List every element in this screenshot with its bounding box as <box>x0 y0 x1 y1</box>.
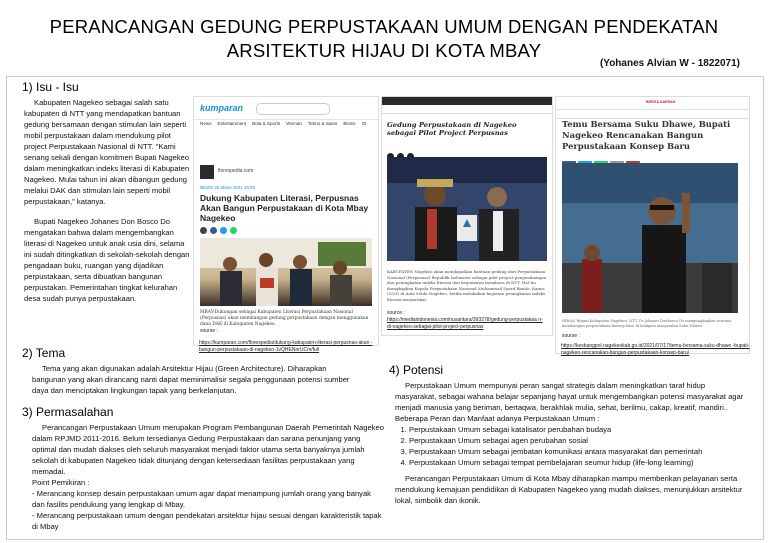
section-heading-permasalahan: 3) Permasalahan <box>22 405 114 419</box>
list-item: 1. Perpustakaan Umum sebagai katalisator perubahan budaya <box>409 424 747 435</box>
isu-paragraph-2: Bupati Nagekeo Johanes Don Bosco Do mengatakan bahwa dalam mengembangkan literasi di Nagekeo untuk anak usia dini, selama ini sudah ditingkatkan di sekolah-sekolah dengan pengadaan buku, ruangan yang dijadikan perpustakaan, serta dibuatkan bangunan perpustakan. Pemerintahan tingkat kelurahan desa sudah punya perpustakaan. <box>24 217 190 303</box>
article3-headline: Temu Bersama Suku Dhawe, Bupati Nagekeo Rencanakan Bangun Perpustakaan Konsep Baru <box>562 119 731 151</box>
article3-photo <box>562 163 738 313</box>
twitter-icon <box>220 227 227 234</box>
article2-body: KABUPATEN Nagekeo akan mendapatkan bantuan gedung dari Perpustakaan Nasional (Perpusnas) Republik Indonesia sebagai pilot project pengembangan dan peningkatan indeks literasi dan kegemaran membaca di NTT. Hal itu diungkapkan Kepala Perpustakaan Nasional Muhammad Syarif Bando, Kamis (25/3) di Aula Setda Nagekeo, ketika melakukan kegiatan peningkatan indeks literasi masyarakat. <box>387 269 547 302</box>
article-screenshot-kumparan <box>193 96 379 346</box>
section-heading-potensi: 4) Potensi <box>389 363 444 377</box>
article3-source: sourse : <box>562 333 580 339</box>
kumparan-logo: kumparan <box>200 103 244 113</box>
isu-text <box>24 97 194 304</box>
list-item: 3. Perpustakaan Umum sebagai jembatan komunikasi antara masyarakat dan pemerintah <box>409 446 747 457</box>
article1-source: sourse : <box>200 328 218 334</box>
list-item: - Merancang konsep desain perpustakaan umum agar dapat menampung jumlah orang yang banyak dan fasilits pendukung yang lengkap di Mbay. <box>32 488 384 510</box>
article3-breadcrumb <box>556 110 749 119</box>
search-input <box>256 103 330 115</box>
article2-topbar <box>382 97 552 105</box>
article2-headline: Gedung Perpustakaan di Nagekeo sebagai Pilot Project Perpusnas <box>387 121 517 137</box>
list-item: - Merancang perpustakaan umum dengan pendekatan arsitektur hijau sesuai dengan karakteristik tapak di Mbay <box>32 510 384 532</box>
article2-photo <box>387 157 547 261</box>
section-heading-tema: 2) Tema <box>22 346 66 360</box>
tema-paragraph: Tema yang akan digunakan adalah Arsitektur Hijau (Green Architecture). Diharapkan bangunan yang akan dirancang nanti dapat meminimalisir segala penggunaan potensi sumber daya dan menciptakan lingkungan tapak yang berkelanjutan. <box>32 364 350 395</box>
article1-caption: MBAY-Dukungan sebagai Kabupaten Literasi Perpustakaan Nasional (Perpusnas) akan membangun gedung perpustakaan dengan menggunakan dana DAK di Kabupaten Nagekeo. <box>200 310 369 327</box>
section-heading-isu: 1) Isu - Isu <box>22 80 79 94</box>
article1-subnav <box>194 133 378 141</box>
author-credit: (Yohanes Alvian W - 1822071) <box>599 58 740 69</box>
share-icon <box>200 227 207 234</box>
article2-nav <box>382 105 552 114</box>
article-screenshot-mediaindonesia <box>381 96 553 336</box>
article1-dateline: NEWS 25 Maret 2021 18:09 <box>200 185 255 190</box>
article3-label: BERITA DAERAH <box>646 100 676 104</box>
page-title-line-2: ARSITEKTUR HIJAU DI KOTA MBAY <box>226 40 542 61</box>
article-screenshot-kesbangpol <box>555 96 750 354</box>
potensi-list-label: Beberapa Peran dan Manfaat adanya Perpustakaan Umum : <box>395 414 600 423</box>
permasalahan-text <box>32 422 384 532</box>
article1-photo <box>200 238 372 306</box>
potensi-text <box>395 380 747 506</box>
potensi-paragraph-2: Perancangan Perpustakaan Umum di Kota Mbay diharapkan mampu memberikan pelayanan serta mendukung kemajuan pendidikan di Kabupaten Nagekeo yang mudah diakses, menunjukkan arsitektur lokal, simbolik dan ikonik. <box>395 474 743 505</box>
list-item: 2. Perpustakaan Umum sebagai agen perubahan sosial <box>409 435 747 446</box>
article1-nav: News Entertainment Bola & Sports Woman Tekno & Sains Bisnis Ot <box>200 121 367 126</box>
publisher-name: florespedia.com <box>218 168 254 174</box>
facebook-icon <box>210 227 217 234</box>
publisher-avatar <box>200 165 214 179</box>
article2-source: source : https://mediaindonesia.com/nusantara/393278/gedung-perpustakaa n-di-nagekeo-sebagai-pilot-project-perpusnas <box>387 310 543 330</box>
article3-source-url: https://kesbangpol.nagekeokab.go.id/2021/07/17/temu-bersama-suku-dhawe -bupati-nagekeo-rencanakan-bangun-perpustakaan-konsep-baru/ <box>561 343 750 356</box>
article3-caption: HIBAS/ Bupati Kabupaten Nagekeo, NTT, Dr Johanes Donbosco Do mengungkapkan rencana membangun perpustakaan konsep baru di hadapan masyarakat Suku Dhawe. <box>562 319 732 328</box>
permasalahan-paragraph: Perancangan Perpustakaan Umum merupakan Program Pembangunan Daerah Pemerintah Nagekeo dalam RPJMD 2011-2016. Belum tersedianya Gedung Perpustakaan dan sarana penunjang yang optimal dan mudah diakses oleh seluruh masyarakat menjadi faktor utama serta banyaknya jumlah sekolah di kabupaten Nagekeo tidak ditunjang dengan ketersediaan fasilitas perpustakaan yang memadai. <box>32 423 384 476</box>
potensi-paragraph-1: Perpustakaan Umum mempunyai peran sangat strategis dalam meningkatkan taraf hidup masyarakat, sebagai wahana belajar sepanjang hayat untuk mengembangkan potensi masyarakat agar menjadi manusia yang beriman, bertaqwa, berakhlak mulia, sehat, berilmu, cakap, kreatif, mandiri.. <box>395 381 744 412</box>
list-item: 4. Perpustakaan Umum sebagai tempat pembelajaran seumur hidup (life-long learning) <box>409 457 747 468</box>
potensi-list <box>395 424 747 468</box>
isu-paragraph-1: Kabupaten Nagekeo sebagai salah satu kabupaten di NTT yang mendapatkan bantuan gedung bersamaan dengan stimulan lain seperti mobil perpustakaan dalam mendukung pilot project Perpustakaan Nasional di NTT. "Kami senang sekali dengan komitmen Bupati Nagekeo dalam meningkatkan indeks literasi di Kabupaten Nagekeo. Mulai tahun ini akan dibangun gedung melalui DAK dan stimulan lain seperti mobil perpustakaan," katanya. <box>24 98 190 206</box>
tema-text <box>32 363 362 396</box>
article1-headline: Dukung Kabupaten Literasi, Perpusnas Akan Bangun Perpustakaan di Kota Mbay Nagekeo <box>200 193 369 223</box>
permasalahan-points-label: Point Pemikiran : <box>32 478 90 487</box>
permasalahan-points <box>32 488 384 532</box>
page-title-line-1: PERANCANGAN GEDUNG PERPUSTAKAAN UMUM DENGAN PENDEKATAN <box>49 16 719 37</box>
article1-share <box>200 227 240 235</box>
whatsapp-icon <box>230 227 237 234</box>
article1-source-url: https://kumparan.com/florespedia/dukung-kabupaten-literasi-perpusnas-akan -bangun-perpustakaan-di-nagekeo-1vQHENnrUCm/full <box>199 340 373 353</box>
article3-topbar <box>556 97 749 110</box>
